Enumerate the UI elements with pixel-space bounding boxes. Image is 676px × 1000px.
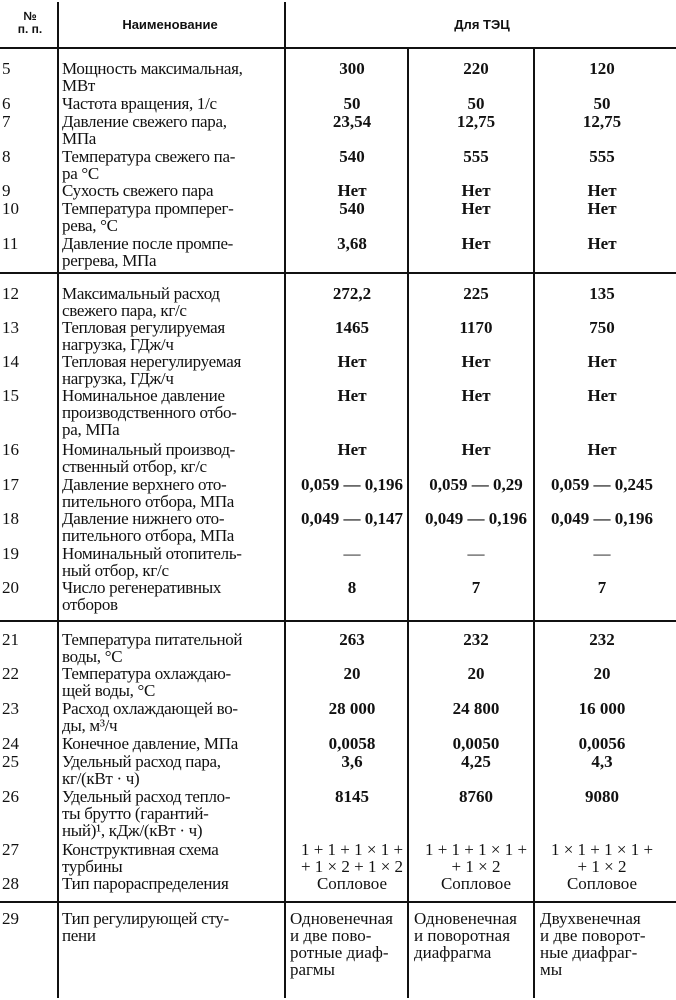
value-cell: 540	[339, 199, 365, 218]
row-number: 9	[2, 181, 11, 200]
value-cell: 1 × 1 + 1 × 1 + + 1 × 2	[550, 840, 654, 876]
parameter-name: Давление нижнего ото- пительного отбора, МПа	[62, 509, 235, 545]
row-number: 7	[2, 112, 11, 131]
row-number: 15	[2, 386, 19, 405]
row-number: 25	[2, 752, 19, 771]
value-cell: Нет	[337, 352, 367, 371]
value-cell: 9080	[585, 787, 619, 806]
parameter-name: Номинальное давление производственного отбо- ра, МПа	[62, 386, 237, 439]
row-number: 21	[2, 630, 19, 649]
value-cell: Нет	[461, 199, 491, 218]
parameter-name: Тип парораспределения	[62, 874, 229, 893]
parameter-name: Удельный расход пара, кг/(кВт · ч)	[62, 752, 221, 788]
parameter-name: Расход охлаждающей во- ды, м³/ч	[62, 699, 238, 735]
parameter-name: Конструктивная схема турбины	[62, 840, 219, 876]
value-cell: 555	[463, 147, 489, 166]
row-number: 20	[2, 578, 19, 597]
value-cell: 8760	[459, 787, 493, 806]
value-cell: 120	[589, 59, 615, 78]
parameter-name: Конечное давление, МПа	[62, 734, 238, 753]
value-cell: Сопловое	[566, 874, 638, 893]
row-number: 23	[2, 699, 19, 718]
parameter-name: Температура свежего па- ра °С	[62, 147, 236, 183]
parameter-name: Номинальный отопитель- ный отбор, кг/с	[62, 544, 242, 580]
header-values: Для ТЭЦ	[454, 17, 510, 32]
value-cell: 0,0050	[452, 734, 500, 753]
value-cell: 50	[593, 94, 611, 113]
value-cell: 12,75	[582, 112, 622, 131]
value-cell: 7	[471, 578, 481, 597]
value-cell: Нет	[461, 181, 491, 200]
value-cell: 0,049 — 0,147	[301, 509, 403, 528]
row-number: 16	[2, 440, 19, 459]
row-number: 14	[2, 352, 19, 371]
row-number: 5	[2, 59, 11, 78]
header-number: № п. п.	[17, 9, 43, 36]
value-cell: 8	[347, 578, 357, 597]
value-cell: 225	[463, 284, 489, 303]
value-cell: 232	[589, 630, 615, 649]
value-cell: 540	[339, 147, 365, 166]
value-cell: 20	[593, 664, 611, 683]
value-cell: 1465	[335, 318, 369, 337]
parameter-name: Давление свежего пара, МПа	[62, 112, 227, 148]
value-cell: 1170	[459, 318, 493, 337]
parameter-name: Сухость свежего пара	[62, 181, 214, 200]
row-number: 12	[2, 284, 19, 303]
value-cell: Нет	[337, 181, 367, 200]
value-cell: 12,75	[456, 112, 496, 131]
value-cell: 555	[589, 147, 615, 166]
value-cell: Нет	[461, 386, 491, 405]
value-cell: 50	[467, 94, 485, 113]
row-number: 17	[2, 475, 19, 494]
value-cell: Сопловое	[316, 874, 388, 893]
value-cell: 0,049 — 0,196	[425, 509, 527, 528]
row-number: 13	[2, 318, 19, 337]
value-cell: 24 800	[452, 699, 500, 718]
value-cell: Нет	[461, 234, 491, 253]
value-cell: 28 000	[328, 699, 376, 718]
row-number: 26	[2, 787, 19, 806]
row-number: 6	[2, 94, 11, 113]
value-cell: Нет	[587, 352, 617, 371]
value-cell: Нет	[461, 352, 491, 371]
value-cell: 0,059 — 0,245	[551, 475, 653, 494]
parameter-name: Номинальный производ- ственный отбор, кг/с	[62, 440, 236, 476]
parameter-name: Тепловая нерегулируемая нагрузка, ГДж/ч	[62, 352, 241, 388]
group-rule	[0, 620, 676, 622]
value-cell: 4,25	[461, 752, 491, 771]
parameter-name: Тип регулирующей сту- пени	[62, 909, 229, 945]
value-cell: 3,6	[341, 752, 363, 771]
value-cell: 16 000	[578, 699, 626, 718]
value-cell: —	[593, 544, 611, 563]
parameter-name: Давление после промпе- регрева, МПа	[62, 234, 234, 270]
parameter-name: Мощность максимальная, МВт	[62, 59, 243, 95]
value-cell: 20	[467, 664, 485, 683]
value-cell: Двухвенечная и две поворот- ные диафраг- мы	[540, 909, 646, 979]
parameter-name: Тепловая регулируемая нагрузка, ГДж/ч	[62, 318, 225, 354]
parameter-name: Температура питательной воды, °С	[62, 630, 243, 666]
parameter-name: Температура охлаждаю- щей воды, °С	[62, 664, 231, 700]
column-divider	[57, 2, 59, 998]
value-cell: Одновенечная и поворотная диафрагма	[414, 909, 518, 962]
value-cell: Нет	[461, 440, 491, 459]
row-number: 28	[2, 874, 19, 893]
value-cell: Нет	[337, 440, 367, 459]
value-cell: 8145	[335, 787, 369, 806]
value-cell: Нет	[587, 440, 617, 459]
value-cell: Нет	[587, 199, 617, 218]
parameter-name: Максимальный расход свежего пара, кг/с	[62, 284, 220, 320]
header-name: Наименование	[122, 17, 218, 32]
value-cell: 220	[463, 59, 489, 78]
parameter-name: Удельный расход тепло- ты брутто (гарантий- ный)¹, кДж/(кВт · ч)	[62, 787, 231, 840]
row-number: 27	[2, 840, 19, 859]
row-number: 11	[2, 234, 19, 253]
parameter-name: Температура промперег- рева, °С	[62, 199, 234, 235]
row-number: 18	[2, 509, 19, 528]
value-cell: 50	[343, 94, 361, 113]
value-cell: 263	[339, 630, 365, 649]
value-cell: 7	[597, 578, 607, 597]
value-cell: 23,54	[332, 112, 372, 131]
value-cell: Нет	[587, 181, 617, 200]
value-cell: 1 + 1 + 1 × 1 + + 1 × 2 + 1 × 2	[300, 840, 404, 876]
value-cell: 300	[339, 59, 365, 78]
parameter-name: Число регенеративных отборов	[62, 578, 222, 614]
value-cell: 3,68	[337, 234, 367, 253]
value-cell: 0,059 — 0,29	[429, 475, 523, 494]
row-number: 24	[2, 734, 19, 753]
value-cell: 20	[343, 664, 361, 683]
value-cell: Нет	[337, 386, 367, 405]
value-cell: 232	[463, 630, 489, 649]
value-cell: 0,0058	[328, 734, 376, 753]
value-cell: 135	[589, 284, 615, 303]
value-cell: Сопловое	[440, 874, 512, 893]
value-cell: 0,0056	[578, 734, 626, 753]
value-cell: 1 + 1 + 1 × 1 + + 1 × 2	[424, 840, 528, 876]
value-cell: 750	[589, 318, 615, 337]
value-cell: Одновенечная и две пово- ротные диаф- рагмы	[290, 909, 394, 979]
group-rule	[0, 272, 676, 274]
parameter-name: Частота вращения, 1/с	[62, 94, 217, 113]
value-cell: 4,3	[591, 752, 613, 771]
row-number: 29	[2, 909, 19, 928]
group-rule	[0, 901, 676, 903]
value-cell: 0,049 — 0,196	[551, 509, 653, 528]
header-rule	[0, 47, 676, 49]
value-cell: —	[343, 544, 361, 563]
value-cell: Нет	[587, 234, 617, 253]
row-number: 10	[2, 199, 19, 218]
row-number: 8	[2, 147, 11, 166]
row-number: 22	[2, 664, 19, 683]
value-cell: 0,059 — 0,196	[301, 475, 403, 494]
row-number: 19	[2, 544, 19, 563]
value-cell: Нет	[587, 386, 617, 405]
value-cell: 272,2	[332, 284, 372, 303]
parameter-name: Давление верхнего ото- пительного отбора, МПа	[62, 475, 235, 511]
value-cell: —	[467, 544, 485, 563]
